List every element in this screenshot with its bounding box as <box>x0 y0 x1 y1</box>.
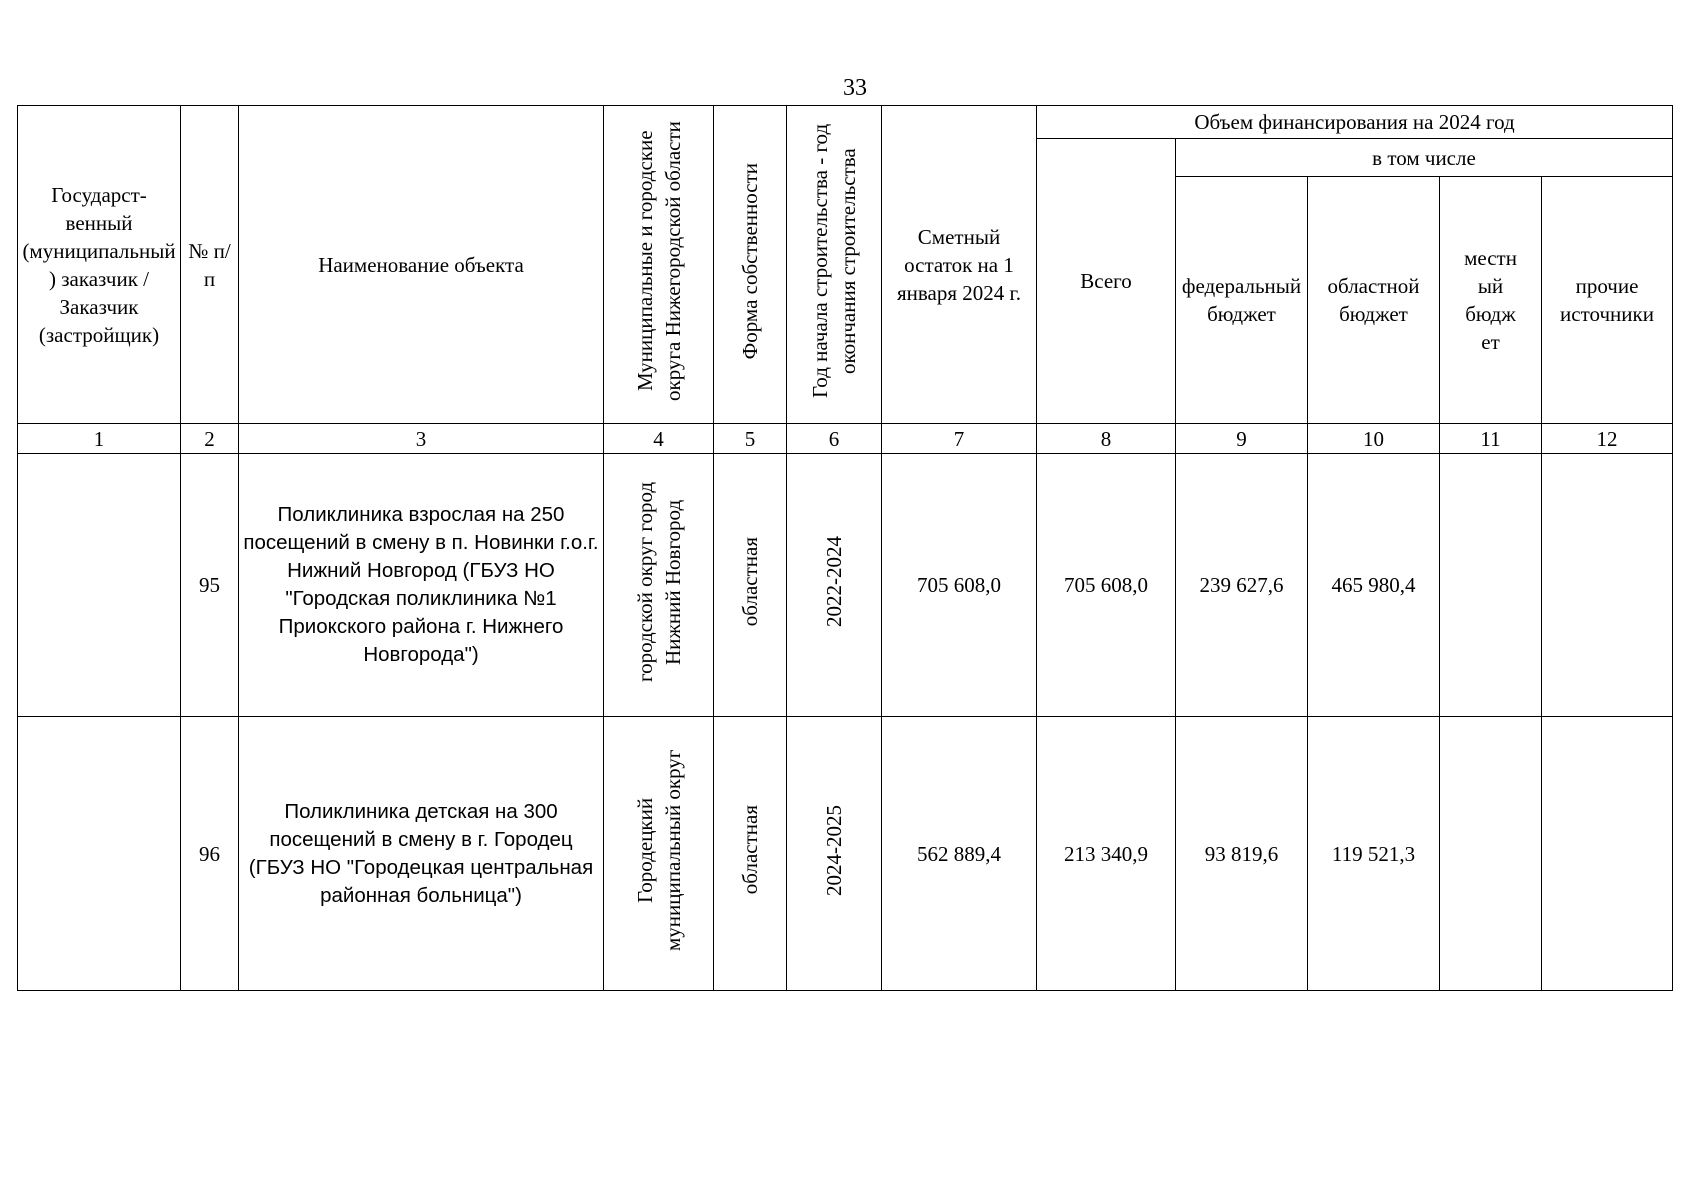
header-object-name: Наименование объекта <box>239 106 604 424</box>
header-years: Год начала строительства - год окончания строительства <box>787 106 882 424</box>
row-other <box>1542 454 1673 717</box>
header-district: Муниципальные и городские округа Нижегородской области <box>604 106 714 424</box>
column-number: 5 <box>714 424 787 454</box>
row-customer <box>18 454 181 717</box>
header-funding-group: Объем финансирования на 2024 год <box>1037 106 1673 139</box>
header-regional: областной бюджет <box>1308 177 1440 424</box>
row-estimate-balance: 562 889,4 <box>882 717 1037 991</box>
header-customer: Государст-венный (муниципальный) заказчик / Заказчик (застройщик) <box>18 106 181 424</box>
column-number: 12 <box>1542 424 1673 454</box>
row-regional: 119 521,3 <box>1308 717 1440 991</box>
column-number: 10 <box>1308 424 1440 454</box>
row-local <box>1440 717 1542 991</box>
row-local <box>1440 454 1542 717</box>
header-including: в том числе <box>1176 139 1673 177</box>
header-ownership: Форма собственности <box>714 106 787 424</box>
row-number: 95 <box>181 454 239 717</box>
row-ownership: областная <box>714 717 787 991</box>
row-district: городской округ город Нижний Новгород <box>604 454 714 717</box>
row-federal: 239 627,6 <box>1176 454 1308 717</box>
row-object-name: Поликлиника взрослая на 250 посещений в смену в п. Новинки г.о.г. Нижний Новгород (ГБУЗ НО "Городская поликлиника №1 Приокского района г. Нижнего Новгорода") <box>239 454 604 717</box>
column-number-row <box>18 424 1673 454</box>
column-number: 3 <box>239 424 604 454</box>
page-number: 33 <box>843 75 867 101</box>
table-row <box>18 717 1673 991</box>
column-number: 2 <box>181 424 239 454</box>
column-number: 8 <box>1037 424 1176 454</box>
financing-table <box>17 105 1673 991</box>
row-number: 96 <box>181 717 239 991</box>
row-customer <box>18 717 181 991</box>
table-row <box>18 454 1673 717</box>
row-years: 2024-2025 <box>787 717 882 991</box>
header-total: Всего <box>1037 139 1176 424</box>
row-total: 705 608,0 <box>1037 454 1176 717</box>
header-federal: федеральный бюджет <box>1176 177 1308 424</box>
header-number: № п/п <box>181 106 239 424</box>
row-district: Городецкий муниципальный округ <box>604 717 714 991</box>
row-ownership: областная <box>714 454 787 717</box>
row-federal: 93 819,6 <box>1176 717 1308 991</box>
column-number: 6 <box>787 424 882 454</box>
column-number: 1 <box>18 424 181 454</box>
header-estimate-balance: Сметный остаток на 1 января 2024 г. <box>882 106 1037 424</box>
row-total: 213 340,9 <box>1037 717 1176 991</box>
column-number: 7 <box>882 424 1037 454</box>
column-number: 11 <box>1440 424 1542 454</box>
row-estimate-balance: 705 608,0 <box>882 454 1037 717</box>
row-object-name: Поликлиника детская на 300 посещений в смену в г. Городец (ГБУЗ НО "Городецкая центральная районная больница") <box>239 717 604 991</box>
row-years: 2022-2024 <box>787 454 882 717</box>
row-regional: 465 980,4 <box>1308 454 1440 717</box>
column-number: 4 <box>604 424 714 454</box>
header-other: прочие источники <box>1542 177 1673 424</box>
column-number: 9 <box>1176 424 1308 454</box>
header-local: местный бюджет <box>1440 177 1542 424</box>
row-other <box>1542 717 1673 991</box>
